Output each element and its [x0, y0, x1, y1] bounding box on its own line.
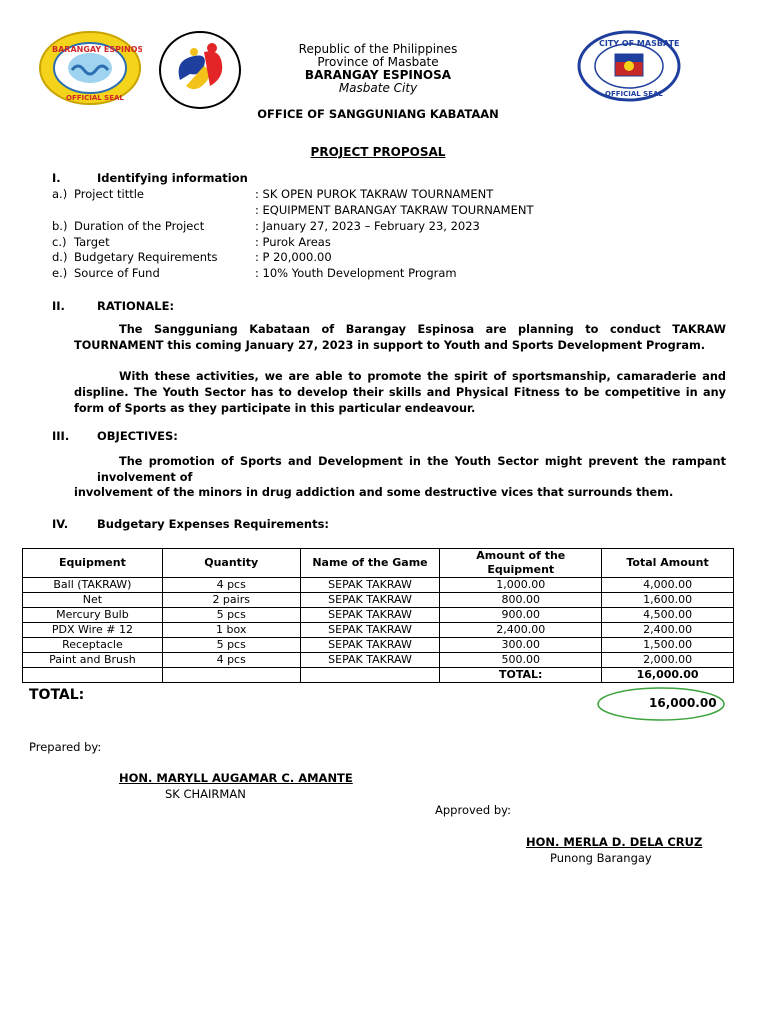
prepared-by-title: SK CHAIRMAN: [165, 787, 246, 801]
table-cell: SEPAK TAKRAW: [300, 638, 440, 653]
total-value: 16,000.00: [649, 696, 717, 710]
column-header: Amount of the Equipment: [440, 549, 602, 578]
svg-text:BARANGAY ESPINOSA: BARANGAY ESPINOSA: [52, 45, 142, 54]
table-header-row: [23, 549, 734, 578]
table-row: [23, 578, 734, 593]
table-cell: SEPAK TAKRAW: [300, 608, 440, 623]
approved-by-name: HON. MERLA D. DELA CRUZ: [526, 835, 703, 849]
table-cell: 2 pairs: [162, 593, 300, 608]
section-4-number: IV.: [52, 517, 69, 531]
column-header: Name of the Game: [300, 549, 440, 578]
svg-text:OFFICIAL SEAL: OFFICIAL SEAL: [66, 94, 124, 102]
table-cell: 900.00: [440, 608, 602, 623]
total-label: TOTAL:: [29, 687, 85, 703]
section-4-heading: Budgetary Expenses Requirements:: [97, 517, 330, 531]
header-barangay: BARANGAY ESPINOSA: [304, 68, 452, 82]
table-row: [23, 653, 734, 668]
table-cell: Net: [23, 593, 163, 608]
table-cell: [300, 668, 440, 683]
barangay-seal-icon: [38, 30, 142, 106]
objectives-paragraph-2: involvement of the minors in drug addiction and some destructive vices that surrounds them.: [74, 486, 674, 499]
table-cell: [23, 668, 163, 683]
table-row: [23, 623, 734, 638]
table-cell: SEPAK TAKRAW: [300, 578, 440, 593]
table-row: [23, 593, 734, 608]
table-cell: 1,000.00: [440, 578, 602, 593]
column-header: Equipment: [23, 549, 163, 578]
section-2-number: II.: [52, 299, 65, 313]
table-cell: 1 box: [162, 623, 300, 638]
table-cell: 5 pcs: [162, 608, 300, 623]
table-cell: Ball (TAKRAW): [23, 578, 163, 593]
table-total-value: 16,000.00: [602, 668, 734, 683]
table-cell: 2,400.00: [440, 623, 602, 638]
table-cell: 500.00: [440, 653, 602, 668]
svg-text:CITY OF MASBATE: CITY OF MASBATE: [599, 39, 680, 48]
document-title: PROJECT PROPOSAL: [310, 145, 446, 159]
header-office: OFFICE OF SANGGUNIANG KABATAAN: [257, 107, 499, 121]
approved-by-label: Approved by:: [435, 803, 511, 817]
header-city: Masbate City: [338, 81, 418, 95]
info-key: e.): [52, 266, 68, 280]
prepared-by-label: Prepared by:: [29, 740, 102, 754]
info-value: : SK OPEN PUROK TAKRAW TOURNAMENT: [255, 187, 494, 201]
info-value: : P 20,000.00: [255, 250, 332, 264]
rationale-paragraph-1: The Sangguniang Kabataan of Barangay Espinosa are planning to conduct TAKRAW TOURNAMENT this coming January 27, 2023 in support to Youth and Sports Development Program.: [74, 323, 726, 352]
table-cell: Paint and Brush: [23, 653, 163, 668]
table-cell: SEPAK TAKRAW: [300, 653, 440, 668]
table-cell: 4,500.00: [602, 608, 734, 623]
info-label: Source of Fund: [74, 266, 160, 280]
info-key: d.): [52, 250, 68, 264]
table-cell: 4 pcs: [162, 653, 300, 668]
table-cell: 1,600.00: [602, 593, 734, 608]
section-3-heading: OBJECTIVES:: [97, 429, 178, 443]
table-total-label: TOTAL:: [440, 668, 602, 683]
info-label: Target: [74, 235, 110, 249]
info-key: b.): [52, 219, 68, 233]
column-header: Quantity: [162, 549, 300, 578]
column-header: Total Amount: [602, 549, 734, 578]
section-2-heading: RATIONALE:: [97, 299, 175, 313]
table-cell: 300.00: [440, 638, 602, 653]
rationale-paragraph-2: With these activities, we are able to promote the spirit of sportsmanship, camaraderie and displine. The Youth Sector has to develop their skills and Physical Fitness to be competitive in any form of Sports as they participate in this particular endeavour.: [74, 370, 726, 415]
barangay-espinosa-seal: [38, 30, 142, 106]
header-republic: Republic of the Philippines: [298, 42, 458, 56]
table-cell: Receptacle: [23, 638, 163, 653]
table-cell: 4,000.00: [602, 578, 734, 593]
city-of-masbate-seal: [577, 30, 681, 102]
info-key: c.): [52, 235, 67, 249]
approved-by-title: Punong Barangay: [550, 851, 652, 865]
svg-text:OFFICIAL SEAL: OFFICIAL SEAL: [605, 90, 663, 98]
table-cell: 1,500.00: [602, 638, 734, 653]
info-value: : 10% Youth Development Program: [255, 266, 457, 280]
table-cell: [162, 668, 300, 683]
info-value: : Purok Areas: [255, 235, 331, 249]
section-1-heading: Identifying information: [97, 171, 248, 185]
info-key: a.): [52, 187, 68, 201]
table-cell: 2,000.00: [602, 653, 734, 668]
info-label: Duration of the Project: [74, 219, 205, 233]
masbate-seal-icon: [577, 30, 681, 102]
table-cell: 800.00: [440, 593, 602, 608]
table-cell: 2,400.00: [602, 623, 734, 638]
info-label: Project tittle: [74, 187, 144, 201]
info-label: Budgetary Requirements: [74, 250, 218, 264]
table-cell: 5 pcs: [162, 638, 300, 653]
section-3-number: III.: [52, 429, 70, 443]
table-cell: SEPAK TAKRAW: [300, 623, 440, 638]
table-cell: Mercury Bulb: [23, 608, 163, 623]
table-cell: PDX Wire # 12: [23, 623, 163, 638]
table-row: [23, 638, 734, 653]
header-province: Province of Masbate: [317, 55, 439, 69]
budget-table: [22, 548, 734, 683]
info-value: : January 27, 2023 – February 23, 2023: [255, 219, 480, 233]
section-1-number: I.: [52, 171, 61, 185]
table-cell: 4 pcs: [162, 578, 300, 593]
table-row: [23, 608, 734, 623]
table-total-row: [23, 668, 734, 683]
info-value: : EQUIPMENT BARANGAY TAKRAW TOURNAMENT: [255, 203, 534, 217]
objectives-paragraph-1: The promotion of Sports and Development in the Youth Sector might prevent the rampant involvement of: [97, 455, 726, 484]
prepared-by-name: HON. MARYLL AUGAMAR C. AMANTE: [119, 771, 353, 785]
table-cell: SEPAK TAKRAW: [300, 593, 440, 608]
